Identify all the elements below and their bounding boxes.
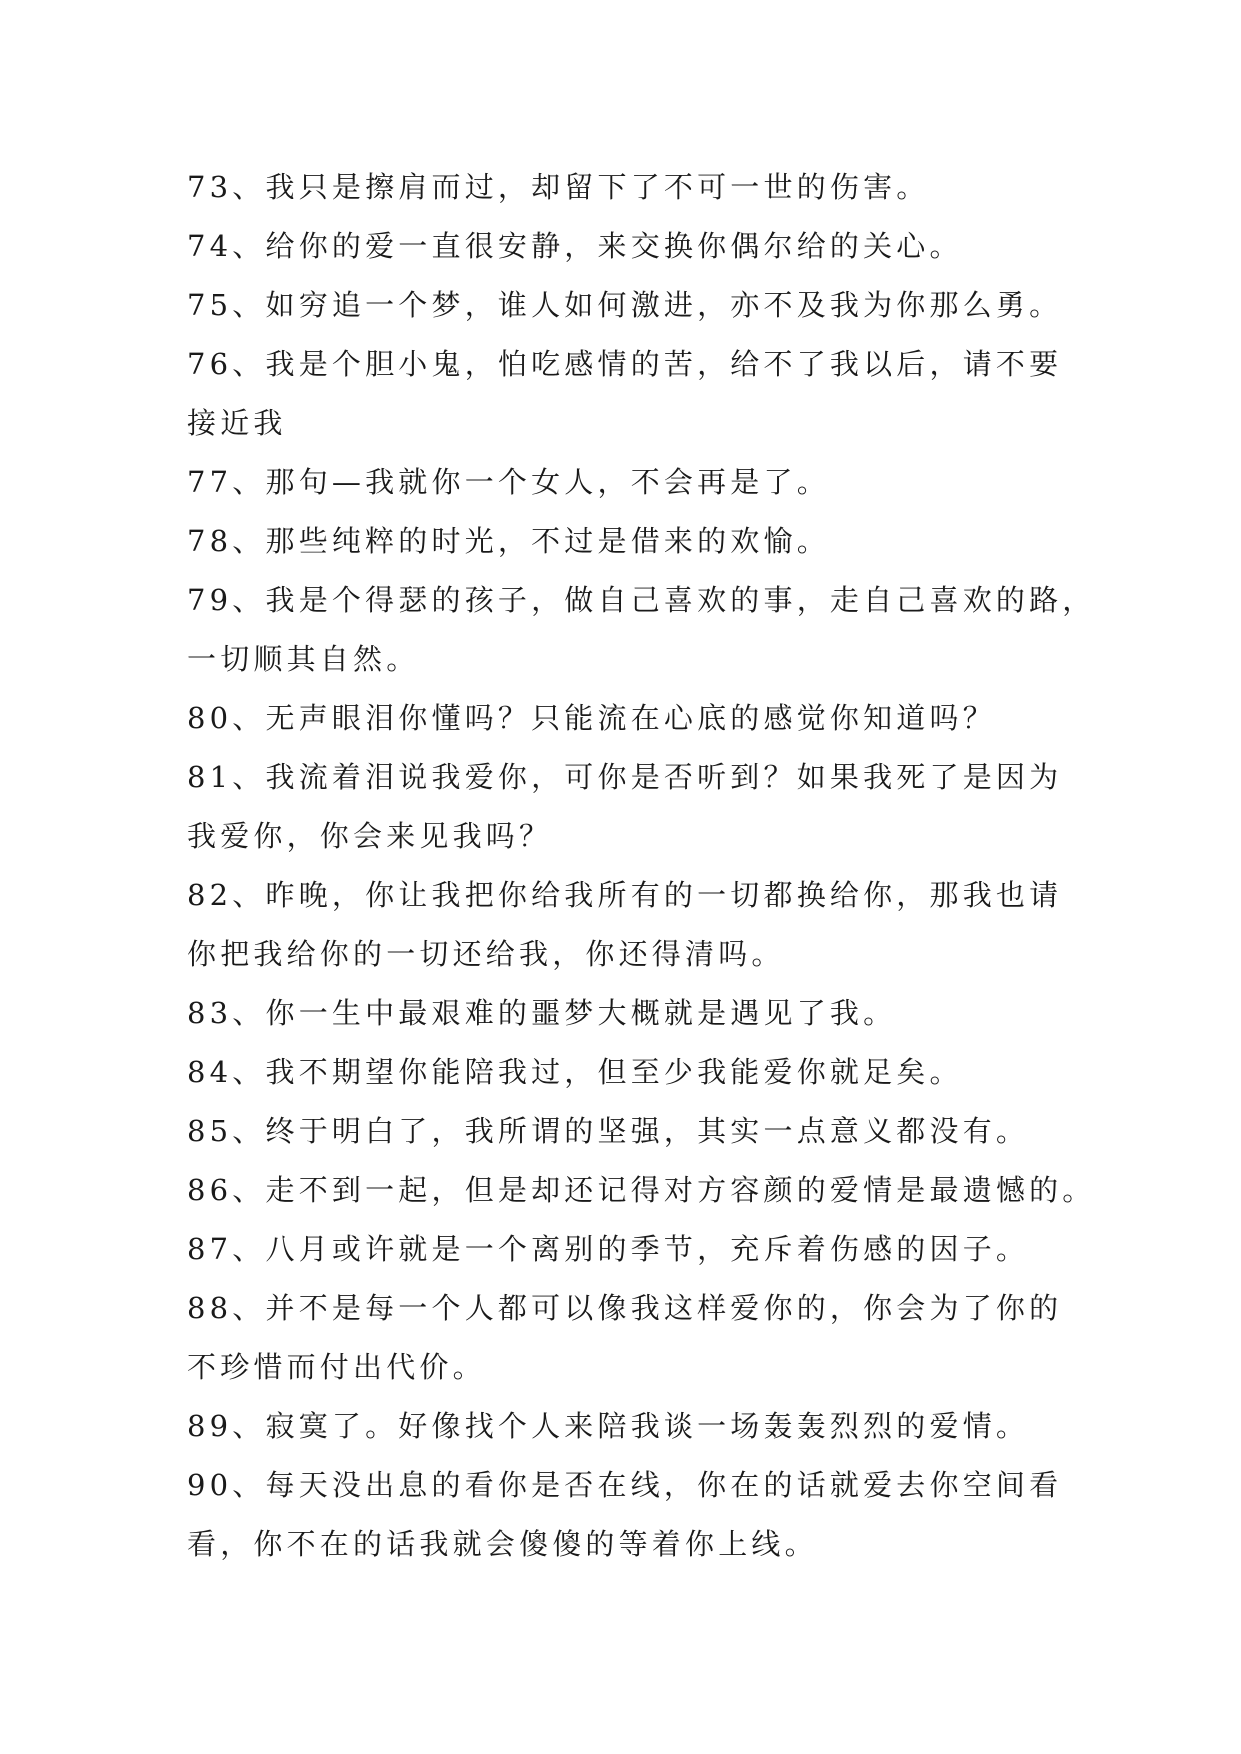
text-line: 我爱你，你会来见我吗？ [187,819,553,853]
text-line: 81、我流着泪说我爱你，可你是否听到？如果我死了是因为 [187,760,1063,794]
text-line: 90、每天没出息的看你是否在线，你在的话就爱去你空间看 [187,1468,1063,1502]
text-line: 88、并不是每一个人都可以像我这样爱你的，你会为了你的 [187,1291,1063,1325]
text-line: 接近我 [187,406,287,440]
text-line: 78、那些纯粹的时光，不过是借来的欢愉。 [187,524,830,558]
text-line: 87、八月或许就是一个离别的季节，充斥着伤感的因子。 [187,1232,1030,1266]
text-line: 你把我给你的一切还给我，你还得清吗。 [187,937,785,971]
text-line: 85、终于明白了，我所谓的坚强，其实一点意义都没有。 [187,1114,1030,1148]
document-body [187,158,1107,1574]
text-line: 不珍惜而付出代价。 [187,1350,486,1384]
text-line: 76、我是个胆小鬼，怕吃感情的苦，给不了我以后，请不要 [187,347,1063,381]
text-line: 77、那句—我就你一个女人，不会再是了。 [187,465,830,499]
text-line: 73、我只是擦肩而过，却留下了不可一世的伤害。 [187,170,930,204]
text-line: 看，你不在的话我就会傻傻的等着你上线。 [187,1527,818,1561]
text-line: 83、你一生中最艰难的噩梦大概就是遇见了我。 [187,996,897,1030]
text-line: 86、走不到一起，但是却还记得对方容颜的爱情是最遗憾的。 [187,1173,1096,1207]
text-line: 79、我是个得瑟的孩子，做自己喜欢的事，走自己喜欢的路， [187,583,1096,617]
text-line: 82、昨晚，你让我把你给我所有的一切都换给你，那我也请 [187,878,1063,912]
text-line: 75、如穷追一个梦，谁人如何激进，亦不及我为你那么勇。 [187,288,1063,322]
text-line: 84、我不期望你能陪我过，但至少我能爱你就足矣。 [187,1055,963,1089]
text-line: 89、寂寞了。好像找个人来陪我谈一场轰轰烈烈的爱情。 [187,1409,1030,1443]
text-line: 一切顺其自然。 [187,642,420,676]
text-line: 74、给你的爱一直很安静，来交换你偶尔给的关心。 [187,229,963,263]
text-line: 80、无声眼泪你懂吗？只能流在心底的感觉你知道吗？ [187,701,996,735]
